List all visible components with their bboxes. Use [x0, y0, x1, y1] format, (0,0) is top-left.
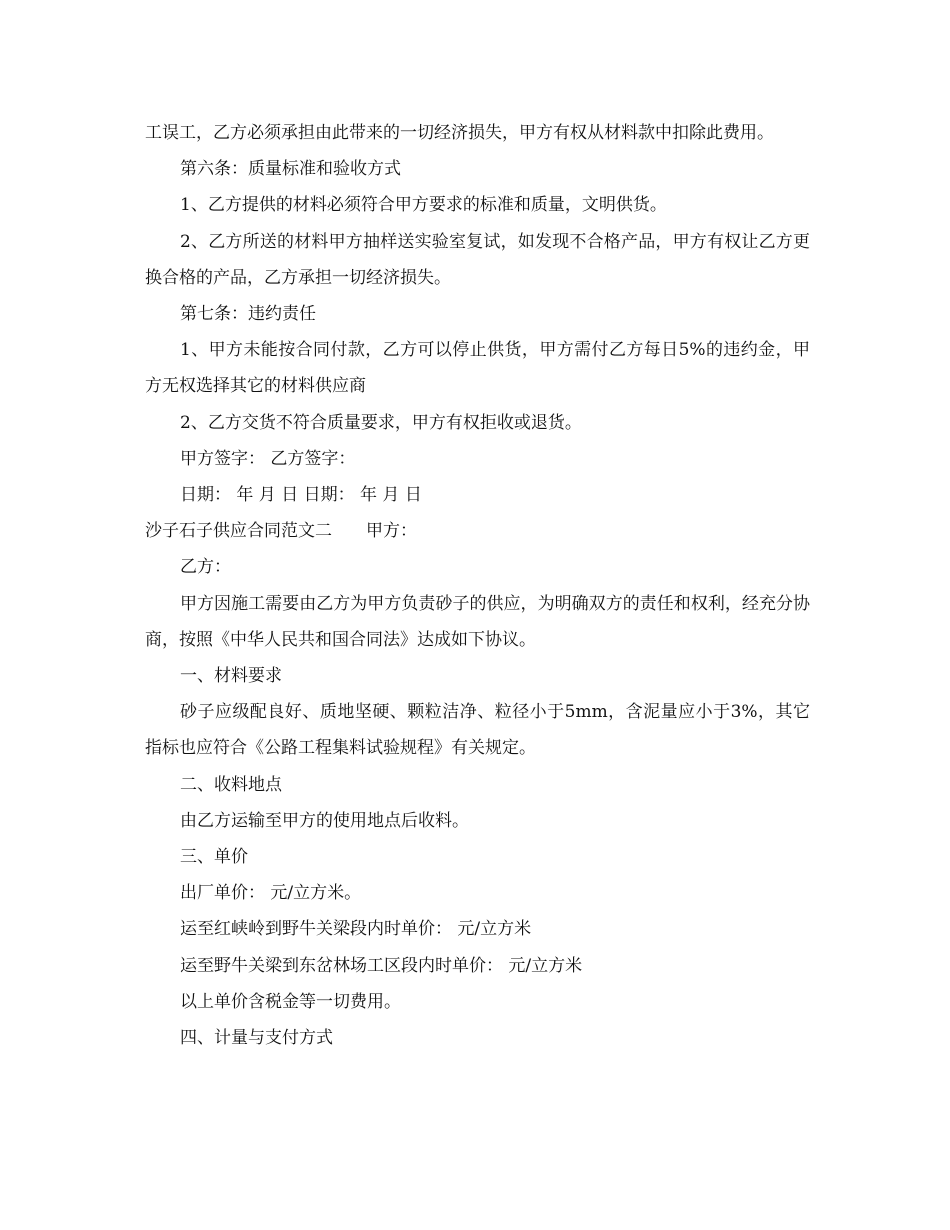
- paragraph-factory-price: 出厂单价： 元/立方米。: [180, 883, 362, 904]
- heading-measurement-payment: 四、计量与支付方式: [180, 1028, 333, 1049]
- heading-article-six: 第六条：质量标准和验收方式: [180, 159, 401, 180]
- heading-delivery-location: 二、收料地点: [180, 774, 282, 795]
- signature-line: 甲方签字： 乙方签字：: [180, 448, 356, 469]
- party-b-line: 乙方：: [180, 557, 231, 578]
- paragraph-price-section-two: 运至野牛关梁到东岔林场工区段内时单价： 元/立方米: [180, 955, 583, 976]
- paragraph-agreement-intro: 甲方因施工需要由乙方为甲方负责砂子的供应，为明确双方的责任和权利，经充分协商，按照《中华人民共和国合同法》达成如下协议。: [145, 593, 810, 650]
- paragraph-payment-default: 1、甲方未能按合同付款，乙方可以停止供货，甲方需付乙方每日5%的违约金，甲方无权选择其它的材料供应商: [145, 340, 810, 397]
- contract-two-title: 沙子石子供应合同范文二 甲方：: [145, 521, 417, 542]
- paragraph-price-includes-tax: 以上单价含税金等一切费用。: [180, 991, 401, 1012]
- paragraph-sampling-test: 2、乙方所送的材料甲方抽样送实验室复试，如发现不合格产品，甲方有权让乙方更换合格的产品，乙方承担一切经济损失。: [145, 231, 810, 288]
- heading-article-seven: 第七条：违约责任: [180, 304, 316, 325]
- date-line: 日期： 年 月 日 日期： 年 月 日: [180, 485, 422, 506]
- paragraph-price-section-one: 运至红峡岭到野牛关梁段内时单价： 元/立方米: [180, 919, 532, 940]
- paragraph-delivery-location: 由乙方运输至甲方的使用地点后收料。: [180, 810, 469, 831]
- paragraph-continuation-loss: 工误工，乙方必须承担由此带来的一切经济损失，甲方有权从材料款中扣除此费用。: [145, 123, 774, 143]
- heading-material-requirements: 一、材料要求: [180, 666, 282, 687]
- document-body: [145, 115, 810, 1056]
- paragraph-sand-spec: 砂子应级配良好、质地坚硬、颗粒洁净、粒径小于5mm，含泥量应小于3%，其它指标也应符合《公路工程集料试验规程》有关规定。: [145, 702, 810, 759]
- paragraph-quality-standard: 1、乙方提供的材料必须符合甲方要求的标准和质量，文明供货。: [180, 195, 667, 216]
- heading-unit-price: 三、单价: [180, 847, 248, 868]
- paragraph-quality-rejection: 2、乙方交货不符合质量要求，甲方有权拒收或退货。: [180, 412, 582, 433]
